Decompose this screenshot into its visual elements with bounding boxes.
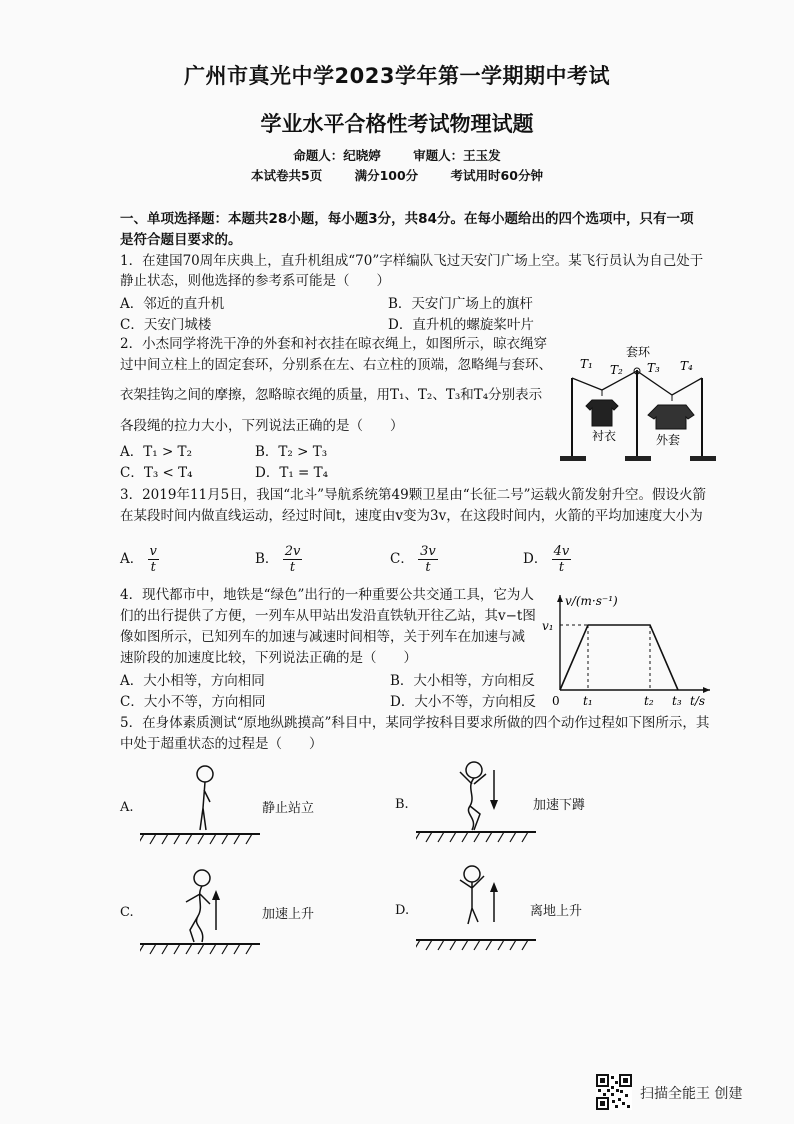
q2-option-c: C．T₃ < T₄ xyxy=(120,465,193,481)
q2-option-a: A．T₁ > T₂ xyxy=(120,444,192,460)
label-coat: 外套 xyxy=(656,433,681,447)
q5-option-a-caption: 静止站立 xyxy=(262,801,315,816)
q3-option-a xyxy=(120,544,159,575)
q3-option-a-letter: A． xyxy=(120,551,144,567)
exam-time: 考试用时60分钟 xyxy=(450,168,543,183)
left-base xyxy=(560,456,586,461)
q3-option-b-letter: B． xyxy=(255,551,279,567)
up-arrow-icon xyxy=(212,890,220,900)
figure-jumping xyxy=(416,862,536,954)
authors-line xyxy=(0,146,794,164)
exam-title: 广州市真光中学2023学年第一学期期中考试 xyxy=(184,64,610,88)
q3-option-b-fraction: $\frac{2v}{t}$ xyxy=(284,544,301,575)
graph-t1: t₁ xyxy=(583,694,593,708)
q1-option-d: D．直升机的螺旋桨叶片 xyxy=(388,317,534,333)
graph-t3: t₃ xyxy=(672,694,682,708)
q2-option-d: D．T₁ = T₄ xyxy=(255,465,329,481)
scanner-watermark: 扫描全能王 创建 xyxy=(640,1086,743,1102)
figure-rising xyxy=(140,866,260,958)
q3-text: 3．2019年11月5日，我国“北斗”导航系统第49颗卫星由“长征二号”运载火箭发射升空。假设火箭 xyxy=(120,487,706,503)
q2-text-cont: 过中间立柱上的固定套环，分别系在左、右立柱的顶端，忽略绳与套环、 xyxy=(120,357,552,373)
q4-option-a: A．大小相等，方向相同 xyxy=(120,673,265,689)
exam-subtitle: 学业水平合格性考试物理试题 xyxy=(260,112,534,136)
section-heading: 一、单项选择题：本题共28小题，每小题3分，共84分。在每小题给出的四个选项中，只有一项 xyxy=(120,211,694,227)
graph-v1: v₁ xyxy=(542,619,554,633)
reviewer: 审题人：王玉发 xyxy=(413,148,501,163)
label-t2: T₂ xyxy=(610,363,623,377)
q4-text-cont2: 像如图所示，已知列车的加速与减速时间相等，关于列车在加速与减 xyxy=(120,629,525,645)
q1-text-cont: 静止状态，则他选择的参考系可能是（ ） xyxy=(120,273,390,289)
q1-option-c: C．天安门城楼 xyxy=(120,317,212,333)
q4-text: 4．现代都市中，地铁是“绿色”出行的一种重要公共交通工具，它为人 xyxy=(120,587,534,603)
q5-option-d-letter: D. xyxy=(395,903,410,918)
down-arrow-icon xyxy=(490,800,498,810)
full-score: 满分100分 xyxy=(354,168,419,183)
right-base xyxy=(690,456,716,461)
setter: 命题人：纪晓婷 xyxy=(293,148,381,163)
q3-option-b xyxy=(255,544,302,575)
q1-text: 1．在建国70周年庆典上，直升机组成“70”字样编队飞过天安门广场上空。某飞行员认为自己处于 xyxy=(120,253,704,269)
q5-option-a-letter: A. xyxy=(120,800,134,815)
clothesline-figure xyxy=(552,340,722,470)
qr-code-icon xyxy=(596,1074,632,1110)
q2-text-cont2: 衣架挂钩之间的摩擦，忽略晾衣绳的质量，用T₁、T₂、T₃和T₄分别表示 xyxy=(120,387,543,403)
shirt-icon xyxy=(586,390,618,426)
t-axis-arrow xyxy=(703,687,710,693)
graph-t2: t₂ xyxy=(644,694,654,708)
vt-graph xyxy=(540,585,720,710)
label-t3: T₃ xyxy=(647,361,660,375)
q4-text-cont3: 速阶段的加速度比较，下列说法正确的是（ ） xyxy=(120,650,417,666)
q4-text-cont: 们的出行提供了方便，一列车从甲站出发沿直铁轨开往乙站，其v−t图 xyxy=(120,608,536,624)
figure-squatting xyxy=(416,758,536,850)
q5-option-b-caption: 加速下蹲 xyxy=(533,798,586,813)
up-arrow-icon xyxy=(490,882,498,892)
q3-option-d-letter: D． xyxy=(523,551,548,567)
q1-option-b: B．天安门广场上的旗杆 xyxy=(388,296,533,312)
q5-option-c-letter: C. xyxy=(120,905,134,920)
q3-option-c-letter: C． xyxy=(390,551,414,567)
q4-option-d: D．大小不等，方向相反 xyxy=(390,694,536,710)
q5-option-d-caption: 离地上升 xyxy=(530,904,583,919)
q5-option-b-letter: B. xyxy=(395,797,409,812)
exam-info-line xyxy=(0,166,794,184)
section-heading-cont: 是符合题目要求的。 xyxy=(120,232,242,248)
velocity-curve xyxy=(560,625,678,690)
q4-option-b: B．大小相等，方向相反 xyxy=(390,673,535,689)
q2-text-cont3: 各段绳的拉力大小，下列说法正确的是（ ） xyxy=(120,418,404,434)
q3-option-c xyxy=(390,544,438,575)
label-ring: 套环 xyxy=(626,345,651,359)
q4-option-c: C．大小不等，方向相同 xyxy=(120,694,266,710)
middle-base xyxy=(625,456,651,461)
graph-ylabel: v/(m·s⁻¹) xyxy=(565,594,618,608)
q5-text: 5．在身体素质测试“原地纵跳摸高”科目中，某同学按科目要求所做的四个动作过程如下图所示，其 xyxy=(120,715,710,731)
q2-text: 2．小杰同学将洗干净的外套和衬衣挂在晾衣绳上，如图所示，晾衣绳穿 xyxy=(120,336,548,352)
q1-option-a: A．邻近的直升机 xyxy=(120,296,225,312)
page-count: 本试卷共5页 xyxy=(251,168,323,183)
q3-option-c-fraction: $\frac{3v}{t}$ xyxy=(420,544,436,575)
q5-text-cont: 中处于超重状态的过程是（ ） xyxy=(120,736,323,752)
q5-option-c-caption: 加速上升 xyxy=(262,907,315,922)
graph-origin: 0 xyxy=(552,694,560,708)
graph-xlabel: t/s xyxy=(690,694,706,708)
q3-option-d xyxy=(523,544,571,575)
q2-option-b: B．T₂ > T₃ xyxy=(255,444,328,460)
coat-icon xyxy=(648,395,694,429)
label-shirt: 衬衣 xyxy=(592,429,617,443)
q3-option-d-fraction: $\frac{4v}{t}$ xyxy=(553,544,570,575)
q3-option-a-fraction: $\frac{v}{t}$ xyxy=(149,544,157,575)
label-t4: T₄ xyxy=(680,359,693,373)
figure-standing xyxy=(140,760,260,852)
q3-text-cont: 在某段时间内做直线运动，经过时间t，速度由v变为3v，在这段时间内，火箭的平均加速度大小为 xyxy=(120,508,703,524)
v-axis-arrow xyxy=(557,595,563,602)
label-t1: T₁ xyxy=(580,357,593,371)
